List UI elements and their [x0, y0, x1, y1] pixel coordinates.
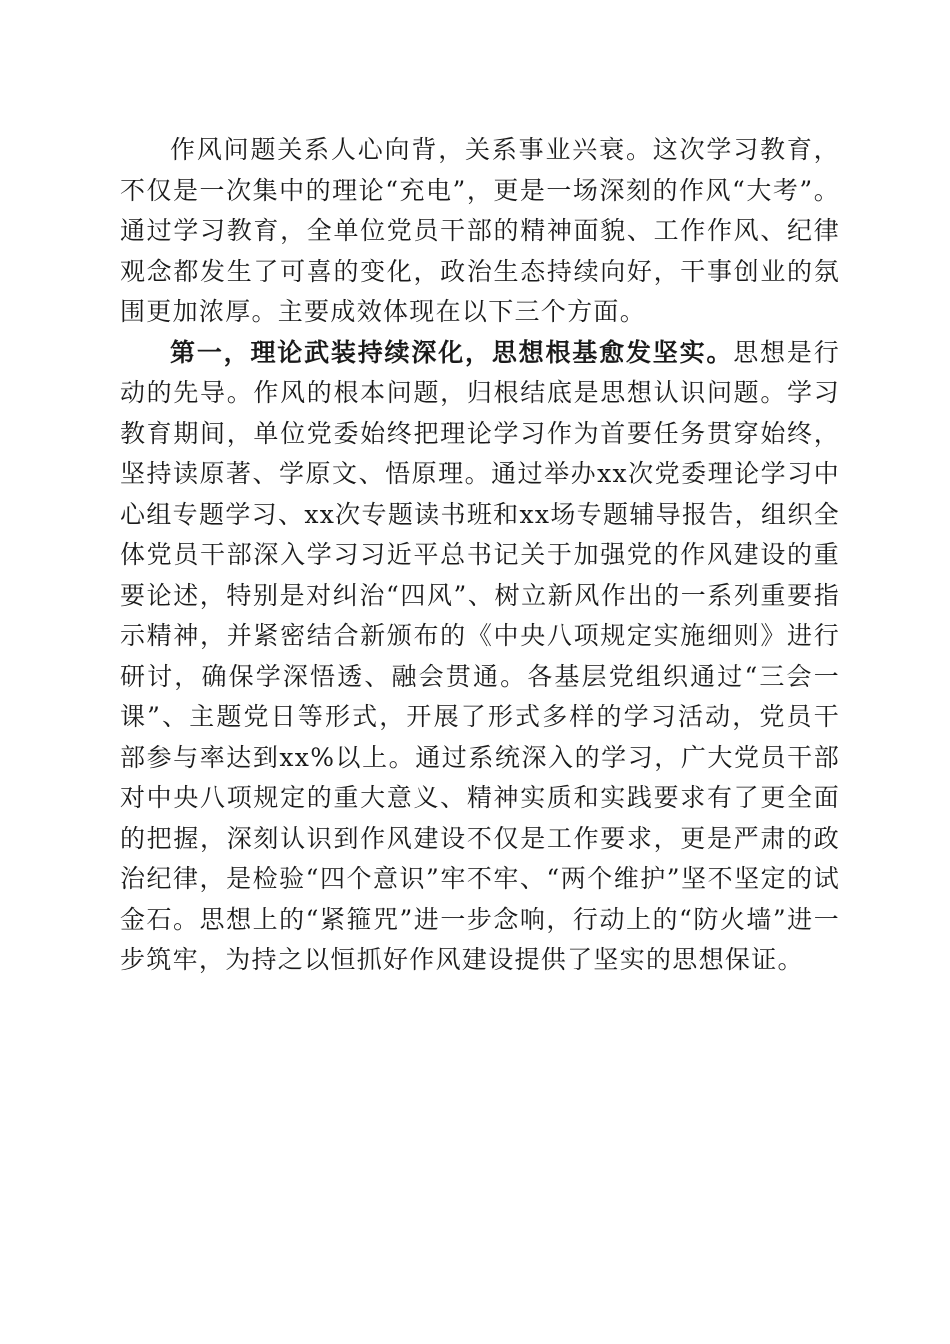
paragraph-point-one-heading: 第一，理论武装持续深化，思想根基愈发坚实。 [170, 337, 734, 367]
paragraph-point-one [120, 333, 840, 981]
document-body [120, 130, 840, 981]
paragraph-point-one-text: 思想是行动的先导。作风的根本问题，归根结底是思想认识问题。学习教育期间，单位党委始终把理论学习作为首要任务贯穿始终，坚持读原著、学原文、悟原理。通过举办xx次党委理论学习中心组专题学习、xx次专题读书班和xx场专题辅导报告，组织全体党员干部深入学习习近平总书记关于加强党的作风建设的重要论述，特别是对纠治“四风”、树立新风作出的一系列重要指示精神，并紧密结合新颁布的《中央八项规定实施细则》进行研讨，确保学深悟透、融会贯通。各基层党组织通过“三会一课”、主题党日等形式，开展了形式多样的学习活动，党员干部参与率达到xx%以上。通过系统深入的学习，广大党员干部对中央八项规定的重大意义、精神实质和实践要求有了更全面的把握，深刻认识到作风建设不仅是工作要求，更是严肃的政治纪律，是检验“四个意识”牢不牢、“两个维护”坚不坚定的试金石。思想上的“紧箍咒”进一步念响，行动上的“防火墙”进一步筑牢，为持之以恒抓好作风建设提供了坚实的思想保证。 [120, 337, 840, 974]
paragraph-intro-text: 作风问题关系人心向背，关系事业兴衰。这次学习教育，不仅是一次集中的理论“充电”，更是一场深刻的作风“大考”。通过学习教育，全单位党员干部的精神面貌、工作作风、纪律观念都发生了可喜的变化，政治生态持续向好，干事创业的氛围更加浓厚。主要成效体现在以下三个方面。 [120, 135, 840, 326]
paragraph-intro [120, 130, 840, 333]
